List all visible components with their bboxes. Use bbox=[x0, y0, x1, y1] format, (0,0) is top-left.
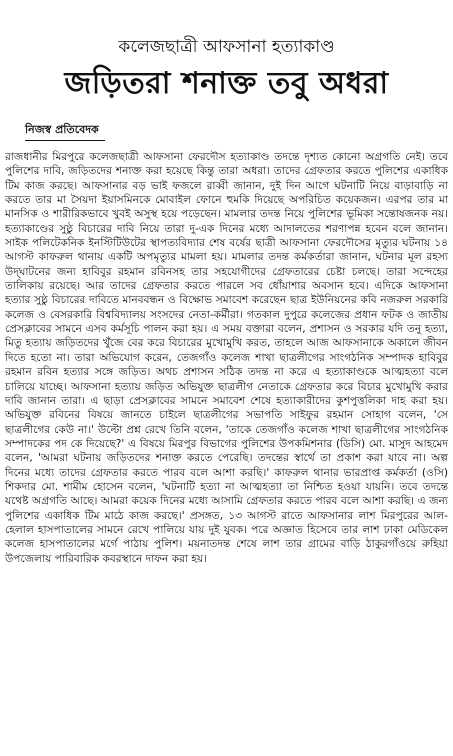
article-headline: জড়িতরা শনাক্ত তবু অধরা bbox=[64, 66, 389, 101]
article-body-paragraph: রাজধানীর মিরপুরে কলেজছাত্রী আফসানা ফেরদৌস হত্যাকাণ্ড তদন্তে দৃশ্যত কোনো অগ্রগতি নেই। তবে পুলিশের দাবি, জড়িতদের শনাক্ত করা হয়েছে কিন্তু তারা অধরা। তাদের গ্রেফতার করতে পুলিশের একাধিক টিম কাজ করছে। আফসানার বড় ভাই ফজলে রাব্বী জানান, দুই দিন আগে ঘটনাটি নিয়ে বাড়াবাড়ি না করতে তার মা সৈয়দা ইয়াসমিনকে মোবাইল ফোনে হুমকি দিয়েছে অপরিচিত কয়েকজন। এরপর তার মা মানসিক ও শারীরিকভাবে খুবই অসুস্থ হয়ে পড়েছেন। মামলার তদন্ত নিয়ে পুলিশের ভূমিকা সন্তোষজনক নয়। হত্যাকাণ্ডের সুষ্ঠু বিচারের দাবি নিয়ে তারা দু-এক দিনের মধ্যে আদালতের শরণাপন্ন হবেন বলে জানান। সাইক পলিটেকনিক ইনস্টিটিউটের স্থাপত্যবিদ্যার শেষ বর্ষের ছাত্রী আফসানা ফেরদৌসের মৃত্যুর ঘটনায় ১৪ আগস্ট কাফরুল থানায় একটি অপমৃত্যুর মামলা হয়। মামলার তদন্ত কর্মকর্তারা জানান, ঘটনার মূল রহস্য উদ্‌ঘাটনের জন্য হাবিবুর রহমান রবিনসহ তার সহযোগীদের গ্রেফতারের চেষ্টা চলছে। তারা সন্দেহের তালিকায় রয়েছে। আর তাদের গ্রেফতার করতে পারলে সব ধোঁয়াশার অবসান হবে। এদিকে আফসানা হত্যার সুষ্ঠু বিচারের দাবিতে মানববন্ধন ও বিক্ষোভ সমাবেশ করেছেন ছাত্র ইউনিয়নের কবি নজরুল সরকারি কলেজ ও বেসরকারি বিশ্ববিদ্যালয় সংসদের নেতা-কর্মীরা। গতকাল দুপুরে কলেজের প্রধান ফটক ও জাতীয় প্রেসক্লাবের সামনে এসব কর্মসূচি পালন করা হয়। এ সময় বক্তারা বলেন, প্রশাসন ও সরকার যদি তনু হত্যা, মিতু হত্যায় জড়িতদের খুঁজে বের করে বিচারের মুখোমুখি করত, তাহলে আজ আফসানাকে অকালে জীবন দিতে হতো না। তারা অভিযোগ করেন, তেজগাঁও কলেজ শাখা ছাত্রলীগের সাংগঠনিক সম্পাদক হাবিবুর রহমান রবিন হত্যার সঙ্গে জড়িত। অথচ প্রশাসন সঠিক তদন্ত না করে এ হত্যাকাণ্ডকে আত্মহত্যা বলে চালিয়ে যাচ্ছে। আফসানা হত্যায় জড়িত অভিযুক্ত ছাত্রলীগ নেতাকে গ্রেফতার করে বিচার মুখোমুখি করার দাবি জানান তারা। এ ছাড়া প্রেসক্লাবের সামনে সমাবেশ শেষে হত্যাকারীদের কুশপুত্তলিকা দাহ করা হয়। অভিযুক্ত রবিনের বিষয়ে জানতে চাইলে ছাত্রলীগের সভাপতি সাইফুর রহমান সোহাগ বলেন, 'সে ছাত্রলীগের কেউ না।' উল্টো প্রশ্ন রেখে তিনি বলেন, 'তাকে তেজগাঁও কলেজ শাখা ছাত্রলীগের সাংগঠনিক সম্পাদকের পদ কে দিয়েছে?' এ বিষয়ে মিরপুর বিভাগের পুলিশের উপকমিশনার (ডিসি) মো. মাসুদ আহমেদ বলেন, 'আমরা ঘটনায় জড়িতদের শনাক্ত করতে পেরেছি। তদন্তের স্বার্থে তা প্রকাশ করা যাবে না। অল্প দিনের মধ্যে তাদের গ্রেফতার করতে পারব বলে আশা করছি।' কাফরুল থানার ভারপ্রাপ্ত কর্মকর্তা (ওসি) শিকদার মো. শামীম হোসেন বলেন, 'ঘটনাটি হত্যা না আত্মহত্যা তা নিশ্চিত হওয়া যায়নি। তবে তদন্তে যথেষ্ট অগ্রগতি আছে। আমরা কয়েক দিনের মধ্যে আসামি গ্রেফতার করতে পারব বলে আশা করছি। এ জন্য পুলিশের একাধিক টিম মাঠে কাজ করছে।' প্রসঙ্গত, ১৩ আগস্ট রাতে আফসানার লাশ মিরপুরের আল-হেলাল হাসপাতালের সামনে রেখে পালিয়ে যায় দুই যুবক। পরে অজ্ঞাত হিসেবে তার লাশ ঢাকা মেডিকেল কলেজ হাসপাতালের মর্গে পাঠায় পুলিশ। ময়নাতদন্ত শেষে লাশ তার গ্রামের বাড়ি ঠাকুরগাঁওয়ে রুহিয়া উপজেলায় পারিবারিক কবরস্থানে দাফন করা হয়। bbox=[5, 151, 448, 565]
article-kicker: কলেজছাত্রী আফসানা হত্যাকাণ্ড bbox=[118, 37, 335, 57]
byline-divider bbox=[25, 140, 105, 141]
article-body bbox=[5, 150, 448, 750]
article-byline: নিজস্ব প্রতিবেদক bbox=[25, 123, 99, 136]
